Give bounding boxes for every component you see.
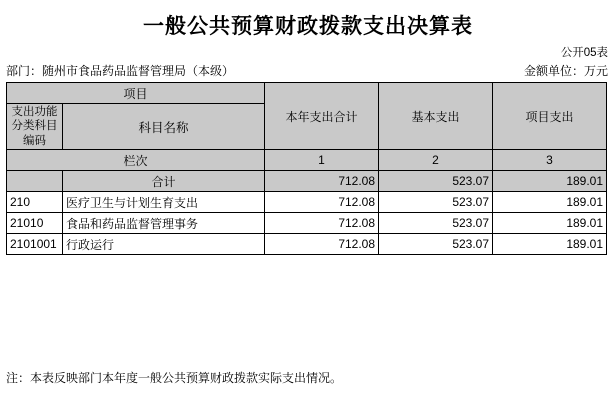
row-project: 189.01	[493, 213, 607, 234]
rank-label: 栏次	[7, 150, 265, 171]
meta-row	[0, 62, 616, 82]
page-title: 一般公共预算财政拨款支出决算表	[143, 15, 473, 38]
header-col-total: 本年支出合计	[265, 83, 379, 150]
row-code: 210	[7, 192, 63, 213]
table-row	[7, 234, 607, 255]
row-basic: 523.07	[379, 213, 493, 234]
form-number: 公开05表	[560, 47, 608, 59]
row-project: 189.01	[493, 171, 607, 192]
rank-1: 1	[265, 150, 379, 171]
row-total: 712.08	[265, 234, 379, 255]
row-name: 行政运行	[63, 234, 265, 255]
row-basic: 523.07	[379, 171, 493, 192]
budget-expenditure-table	[6, 82, 607, 255]
table-rank-row	[7, 150, 607, 171]
row-project: 189.01	[493, 234, 607, 255]
department-label: 部门：随州市食品药品监督管理局（本级）	[6, 64, 235, 78]
row-code: 21010	[7, 213, 63, 234]
row-name: 医疗卫生与计划生育支出	[63, 192, 265, 213]
row-total: 712.08	[265, 171, 379, 192]
rank-2: 2	[379, 150, 493, 171]
table-row	[7, 192, 607, 213]
header-subject-name-text: 科目名称	[138, 120, 189, 135]
row-code	[7, 171, 63, 192]
header-subject-name	[63, 104, 265, 150]
row-total: 712.08	[265, 213, 379, 234]
header-code	[7, 104, 63, 150]
row-total: 712.08	[265, 192, 379, 213]
table-row	[7, 171, 607, 192]
row-project: 189.01	[493, 192, 607, 213]
table-row	[7, 213, 607, 234]
row-name: 合计	[63, 171, 265, 192]
row-name: 食品和药品监督管理事务	[63, 213, 265, 234]
header-group-project: 项目	[7, 83, 265, 104]
row-code: 2101001	[7, 234, 63, 255]
rank-3: 3	[493, 150, 607, 171]
table-note: 注：本表反映部门本年度一般公共预算财政拨款实际支出情况。	[6, 371, 343, 385]
header-col-project: 项目支出	[493, 83, 607, 150]
row-basic: 523.07	[379, 234, 493, 255]
header-col-basic: 基本支出	[379, 83, 493, 150]
row-basic: 523.07	[379, 192, 493, 213]
table-header-group-row	[7, 83, 607, 104]
amount-unit-label: 金额单位：万元	[523, 64, 608, 78]
header-code-text: 支出功能分类科目编码	[11, 106, 58, 147]
